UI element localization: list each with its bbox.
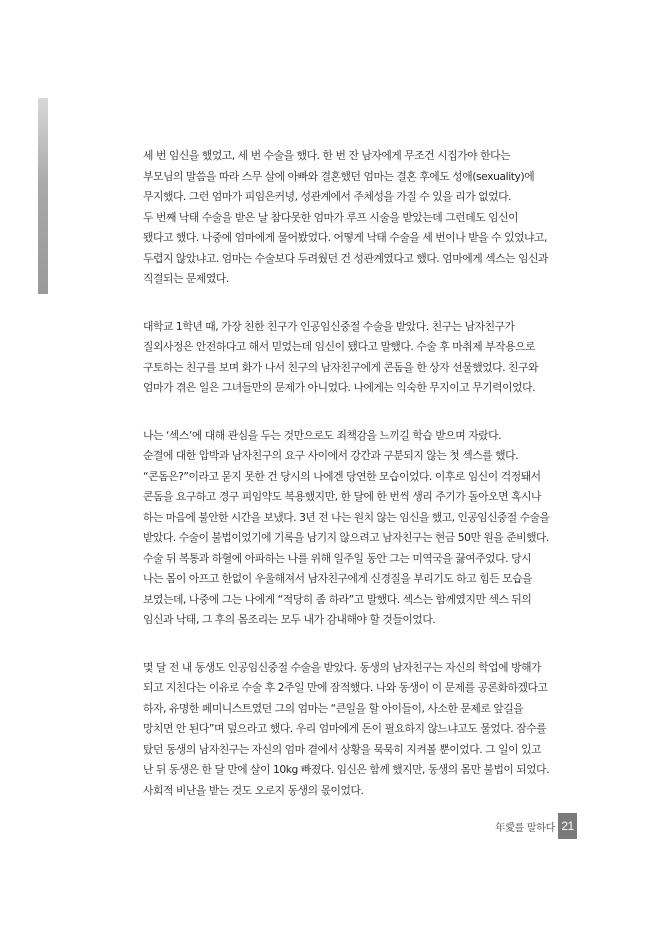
text-line: 보였는데, 나중에 그는 나에게 “적당히 좀 하라”고 말했다. 섹스는 함께였지만 섹스 뒤의 <box>143 592 532 606</box>
paragraph-2 <box>143 317 549 399</box>
text-line: 구토하는 친구를 보며 화가 나서 친구의 남자친구에게 콘돔을 한 상자 선물했었다. 친구와 <box>143 360 539 374</box>
paragraph-3 <box>143 426 549 631</box>
text-line: 질외사정은 안전하다고 해서 믿었는데 임신이 됐다고 말했다. 수술 후 마취제 부작용으로 <box>143 340 536 353</box>
text-line: 받았다. 수술이 불법이었기에 기록을 남기지 않으려고 남자친구는 현금 50만 원을 준비했다. <box>143 531 549 544</box>
text-line: 사회적 비난을 받는 것도 오로지 동생의 몫이었다. <box>143 783 364 797</box>
text-line: 엄마가 겪은 일은 그녀들만의 문제가 아니었다. 나에게는 익숙한 무지이고 무기력이었다. <box>143 381 536 394</box>
text-line: 수술 뒤 복통과 하혈에 아파하는 나를 위해 일주일 동안 그는 미역국을 끓여주었다. 당시 <box>143 551 532 565</box>
text-line: “콘돔은?”이라고 묻지 못한 건 당시의 나에겐 당연한 모습이었다. 이후로 임신이 걱정돼서 <box>143 469 541 483</box>
text-line: 부모님의 말씀을 따라 스무 살에 아빠와 결혼했던 엄마는 결혼 후에도 성애(sexuality)에 <box>143 169 535 183</box>
side-accent-bar <box>38 98 48 294</box>
paragraph-4 <box>143 658 549 802</box>
text-line: 대학교 1학년 때, 가장 친한 친구가 인공임신중절 수술을 받았다. 친구는 남자친구가 <box>143 319 515 333</box>
text-line: 됐다고 했다. 나중에 엄마에게 물어봤었다. 어떻게 낙태 수술을 세 번이나 받을 수 있었냐고, <box>143 231 547 244</box>
text-line: 몇 달 전 내 동생도 인공임신중절 수술을 받았다. 동생의 남자친구는 자신의 학업에 방해가 <box>143 660 542 674</box>
text-line: 탔던 동생의 남자친구는 자신의 엄마 곁에서 상황을 묵묵히 지켜볼 뿐이었다. 그 일이 있고 <box>143 742 542 756</box>
text-line: 두렵지 않았냐고. 엄마는 수술보다 두려웠던 건 성관계였다고 했다. 엄마에게 섹스는 임신과 <box>143 251 549 265</box>
text-line: 하자, 유명한 페미니스트였던 그의 엄마는 “큰일을 할 아이들이, 사소한 문제로 앞길을 <box>143 701 524 715</box>
text-line: 두 번째 낙태 수술을 받은 날 참다못한 엄마가 루프 시술을 받았는데 그런데도 임신이 <box>143 210 519 224</box>
paragraph-1 <box>143 146 549 290</box>
text-line: 직결되는 문제였다. <box>143 272 229 285</box>
text-line: 망치면 안 된다”며 덮으라고 했다. 우리 엄마에게 돈이 필요하지 않느냐고도 물었다. 잠수를 <box>143 722 547 735</box>
text-line: 콘돔을 요구하고 경구 피임약도 복용했지만, 한 달에 한 번씩 생리 주기가 돌아오면 혹시나 <box>143 490 542 503</box>
text-line: 나는 몸이 아프고 한없이 우울해져서 남자친구에게 신경질을 부리기도 하고 힘든 모습을 <box>143 572 533 585</box>
text-line: 무지했다. 그런 엄마가 피임은커녕, 성관계에서 주체성을 가질 수 있을 리가 없었다. <box>143 190 512 203</box>
text-line: 순결에 대한 압박과 남자친구의 요구 사이에서 강간과 구분되지 않는 첫 섹스를 했다. <box>143 449 519 462</box>
page-number: 21 <box>558 813 577 839</box>
text-line: 되고 지친다는 이유로 수술 후 2주일 만에 잠적했다. 나와 동생이 이 문제를 공론화하겠다고 <box>143 681 548 694</box>
text-line: 하는 마음에 불안한 시간을 보냈다. 3년 전 나는 원치 않는 임신을 했고, 인공임신중절 수술을 <box>143 510 550 524</box>
text-line: 세 번 임신을 했었고, 세 번 수술을 했다. 한 번 잔 남자에게 무조건 시집가야 한다는 <box>143 149 511 162</box>
text-line: 난 뒤 동생은 한 달 만에 살이 10kg 빠졌다. 임신은 함께 했지만, 동생의 몸만 불법이 되었다. <box>143 763 550 776</box>
body-text <box>143 146 549 828</box>
text-line: 임신과 낙태, 그 후의 몸조리는 모두 내가 감내해야 할 것들이었다. <box>143 613 436 626</box>
footer-section-label: 年愛를 말하다 <box>495 823 555 834</box>
text-line: 나는 ‘섹스’에 대해 관심을 두는 것만으로도 죄책감을 느끼길 학습 받으며 자랐다. <box>143 428 502 442</box>
